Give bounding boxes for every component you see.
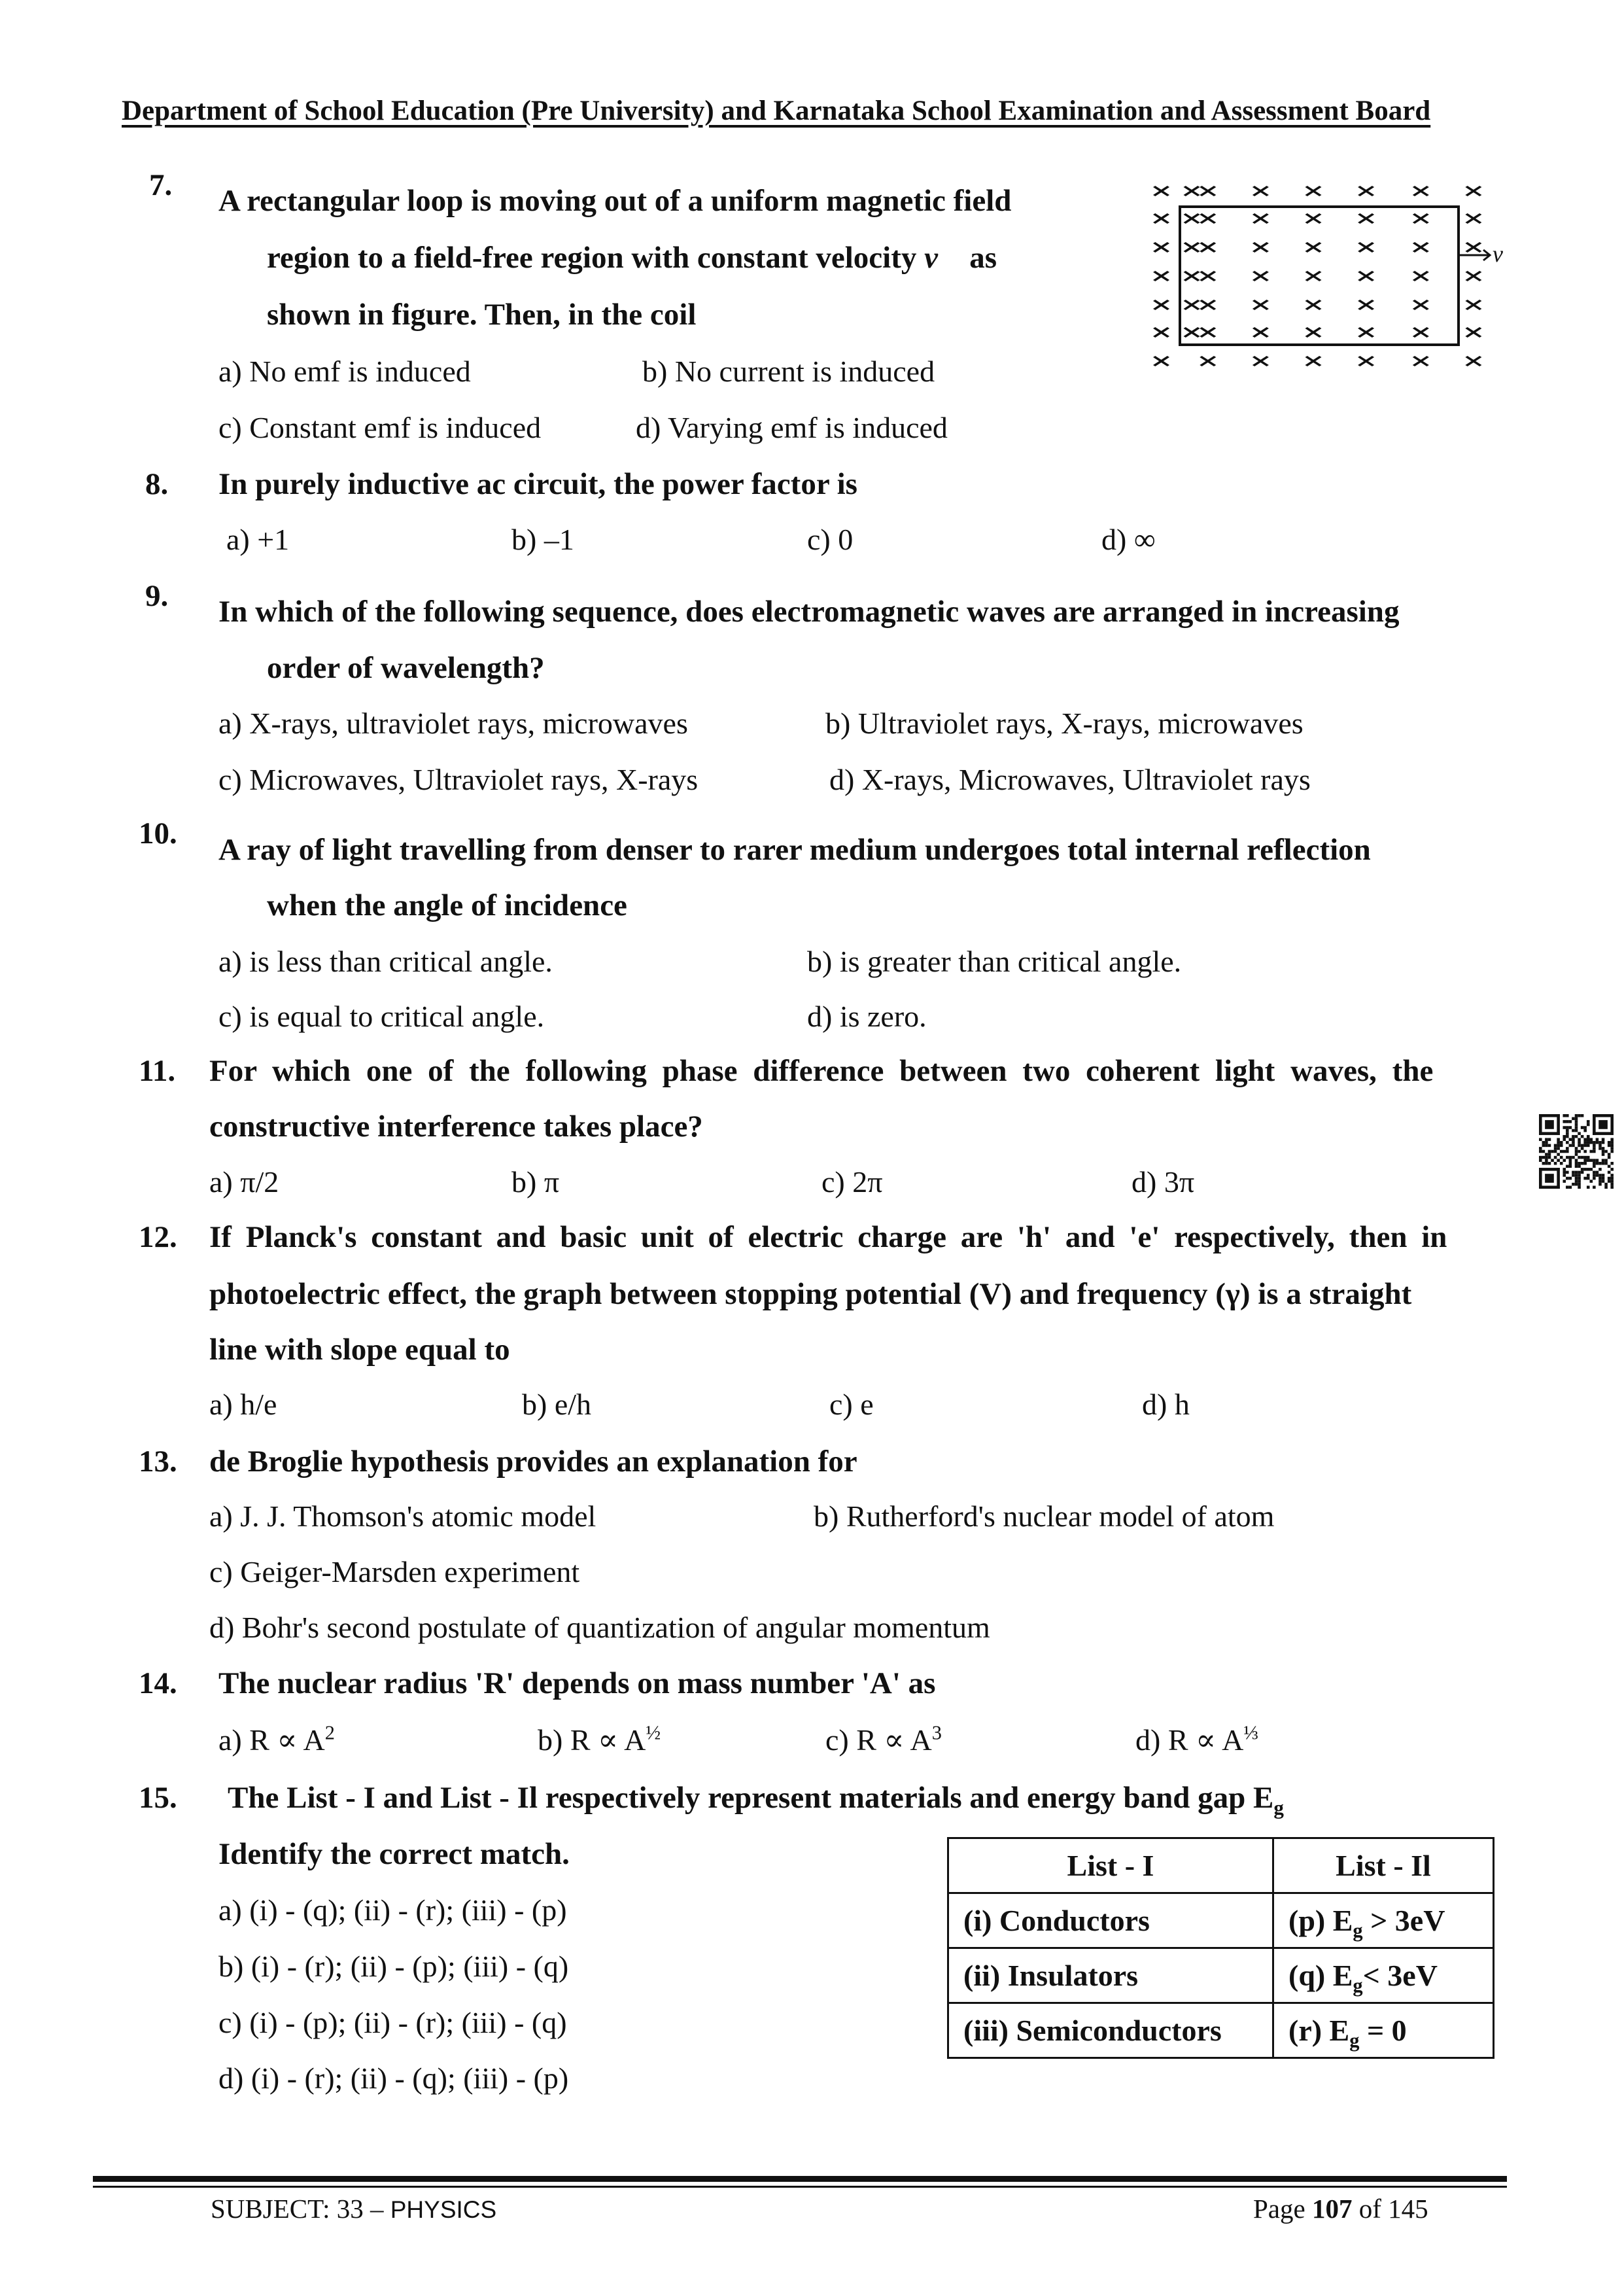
table-cell: (iii) Semiconductors xyxy=(948,2003,1273,2058)
field-cross-mark xyxy=(1184,243,1199,252)
option-d: d) Varying emf is induced xyxy=(636,411,948,444)
field-cross-mark xyxy=(1184,328,1199,337)
table-cell: (ii) Insulators xyxy=(948,1948,1273,2003)
table-cell: (i) Conductors xyxy=(948,1893,1273,1948)
field-cross-mark xyxy=(1413,357,1428,366)
field-cross-mark xyxy=(1359,186,1373,196)
question-text: line with slope equal to xyxy=(209,1333,510,1367)
field-cross-mark xyxy=(1184,214,1199,223)
field-cross-mark xyxy=(1154,272,1169,281)
question-text: The nuclear radius 'R' depends on mass number 'A' as xyxy=(218,1666,936,1700)
field-cross-mark xyxy=(1466,272,1481,281)
question-text: In purely inductive ac circuit, the power factor is xyxy=(218,467,857,501)
field-cross-mark xyxy=(1201,214,1215,223)
option-d: d) X-rays, Microwaves, Ultraviolet rays xyxy=(829,763,1311,796)
option-d: d) $R \propto A^{\frac{1}{3}}$ xyxy=(1135,1721,1259,1757)
field-cross-mark xyxy=(1254,357,1268,366)
field-cross-mark xyxy=(1306,186,1321,196)
option-a: a) $R \propto A^2$ xyxy=(218,1721,335,1757)
option-c: c) e xyxy=(829,1388,874,1421)
question-text: The List - I and List - Il respectively represent materials and energy band gap $E_g$ xyxy=(228,1781,1284,1819)
option-b: b) π xyxy=(511,1165,560,1199)
question-number: 13. xyxy=(139,1445,177,1479)
question-text: region to a field-free region with constant velocity v⃗ as xyxy=(267,241,997,275)
table-cell: (p) $E_g > 3eV$ xyxy=(1273,1893,1494,1948)
option-a: a) J. J. Thomson's atomic model xyxy=(209,1499,596,1533)
question-text: A ray of light travelling from denser to rarer medium undergoes total internal reflection xyxy=(218,833,1371,867)
question-text: photoelectric effect, the graph between stopping potential (V) and frequency (γ) is a straight xyxy=(209,1277,1412,1311)
question-text: de Broglie hypothesis provides an explanation for xyxy=(209,1445,857,1479)
question-text: constructive interference takes place? xyxy=(209,1110,703,1144)
option-d: d) Bohr's second postulate of quantization of angular momentum xyxy=(209,1611,990,1644)
field-cross-mark xyxy=(1184,272,1199,281)
question-number: 14. xyxy=(139,1666,177,1700)
question-number: 15. xyxy=(139,1781,177,1815)
magnetic-field-loop-figure xyxy=(1151,177,1521,379)
question-text: order of wavelength? xyxy=(267,651,545,685)
field-cross-mark xyxy=(1306,357,1321,366)
table-header: List - I xyxy=(948,1838,1273,1893)
question-number: 10. xyxy=(139,816,177,850)
question-number: 12. xyxy=(139,1220,177,1254)
field-cross-mark xyxy=(1201,300,1215,309)
field-cross-mark xyxy=(1466,186,1481,196)
field-cross-mark xyxy=(1359,300,1373,309)
field-cross-mark xyxy=(1359,357,1373,366)
question-number: 9. xyxy=(145,579,169,613)
field-cross-mark xyxy=(1184,300,1199,309)
field-cross-mark xyxy=(1201,357,1215,366)
option-b: b) $R \propto A^{\frac{1}{2}}$ xyxy=(538,1721,661,1757)
field-cross-mark xyxy=(1254,186,1268,196)
field-cross-mark xyxy=(1413,328,1428,337)
option-d: d) h xyxy=(1142,1388,1190,1421)
field-cross-mark xyxy=(1306,300,1321,309)
table-row xyxy=(948,2003,1494,2058)
option-a: a) h/e xyxy=(209,1388,277,1421)
field-cross-mark xyxy=(1254,300,1268,309)
page-header: Department of School Education (Pre University) and Karnataka School Examination and Assessment Board xyxy=(122,96,1431,126)
field-cross-mark xyxy=(1413,186,1428,196)
velocity-label: v⃗ xyxy=(1493,241,1521,267)
question-text: when the angle of incidence xyxy=(267,888,627,922)
question-text: Identify the correct match. xyxy=(218,1837,570,1871)
footer-page-number: Page 107 of 145 xyxy=(1253,2194,1428,2224)
question-number: 11. xyxy=(139,1054,176,1088)
field-cross-mark xyxy=(1466,214,1481,223)
option-a: a) X-rays, ultraviolet rays, microwaves xyxy=(218,707,688,740)
option-c: c) Geiger-Marsden experiment xyxy=(209,1555,580,1588)
field-cross-mark xyxy=(1154,214,1169,223)
option-b: b) Rutherford's nuclear model of atom xyxy=(814,1499,1275,1533)
field-cross-mark xyxy=(1254,272,1268,281)
table-row xyxy=(948,1893,1494,1948)
match-lists-table xyxy=(947,1837,1494,2059)
option-a: a) (i) - (q); (ii) - (r); (iii) - (p) xyxy=(218,1893,567,1927)
field-cross-mark xyxy=(1254,328,1268,337)
option-d: d) (i) - (r); (ii) - (q); (iii) - (p) xyxy=(218,2061,569,2095)
option-d: d) is zero. xyxy=(807,1000,927,1033)
field-cross-mark xyxy=(1201,243,1215,252)
field-cross-mark xyxy=(1466,357,1481,366)
field-cross-mark xyxy=(1413,300,1428,309)
option-c: c) $R \propto A^3$ xyxy=(825,1721,942,1757)
field-cross-mark xyxy=(1466,300,1481,309)
question-text: In which of the following sequence, does electromagnetic waves are arranged in increasing xyxy=(218,595,1400,629)
table-header-row xyxy=(948,1838,1494,1893)
field-cross-mark xyxy=(1306,243,1321,252)
question-number: 8. xyxy=(145,467,169,501)
field-cross-mark xyxy=(1359,214,1373,223)
field-cross-mark xyxy=(1154,357,1169,366)
question-text: For which one of the following phase difference between two coherent light waves, the xyxy=(209,1054,1434,1088)
field-cross-mark xyxy=(1359,272,1373,281)
option-c: c) 2π xyxy=(821,1165,883,1199)
option-a: a) No emf is induced xyxy=(218,355,471,388)
option-d: d) ∞ xyxy=(1101,523,1156,556)
footer-rule xyxy=(93,2176,1507,2182)
field-cross-mark xyxy=(1184,186,1199,196)
field-cross-mark xyxy=(1306,214,1321,223)
option-c: c) is equal to critical angle. xyxy=(218,1000,545,1033)
option-c: c) Microwaves, Ultraviolet rays, X-rays xyxy=(218,763,699,796)
option-b: b) e/h xyxy=(522,1388,592,1421)
option-b: b) (i) - (r); (ii) - (p); (iii) - (q) xyxy=(218,1950,569,1983)
footer-rule xyxy=(93,2186,1507,2188)
field-cross-mark xyxy=(1359,243,1373,252)
field-cross-mark xyxy=(1154,243,1169,252)
option-c: c) 0 xyxy=(807,523,854,556)
question-text: A rectangular loop is moving out of a uniform magnetic field xyxy=(218,184,1012,218)
field-cross-mark xyxy=(1201,272,1215,281)
field-cross-mark xyxy=(1306,328,1321,337)
option-a: a) +1 xyxy=(226,523,290,556)
option-b: b) No current is induced xyxy=(642,355,935,388)
field-cross-mark xyxy=(1359,328,1373,337)
table-row xyxy=(948,1948,1494,2003)
field-cross-mark xyxy=(1413,272,1428,281)
field-cross-mark xyxy=(1466,328,1481,337)
field-cross-mark xyxy=(1154,186,1169,196)
field-cross-mark xyxy=(1413,243,1428,252)
field-cross-mark xyxy=(1466,243,1481,252)
question-text: shown in figure. Then, in the coil xyxy=(267,298,697,332)
field-cross-mark xyxy=(1306,272,1321,281)
option-a: a) π/2 xyxy=(209,1165,279,1199)
option-b: b) –1 xyxy=(511,523,574,556)
field-cross-mark xyxy=(1201,328,1215,337)
option-c: c) (i) - (p); (ii) - (r); (iii) - (q) xyxy=(218,2006,567,2039)
field-cross-mark xyxy=(1201,186,1215,196)
table-cell: (q) $E_g< 3eV$ xyxy=(1273,1948,1494,2003)
question-number: 7. xyxy=(149,168,173,202)
option-d: d) 3π xyxy=(1132,1165,1195,1199)
field-cross-mark xyxy=(1254,214,1268,223)
field-cross-mark xyxy=(1254,243,1268,252)
question-text: If Planck's constant and basic unit of electric charge are 'h' and 'e' respectively, then in xyxy=(209,1220,1447,1254)
option-a: a) is less than critical angle. xyxy=(218,945,553,978)
rectangular-loop xyxy=(1180,207,1459,345)
velocity-arrow xyxy=(1459,250,1490,260)
table-header: List - Il xyxy=(1273,1838,1494,1893)
qr-code xyxy=(1539,1114,1614,1189)
table-cell: (r) $E_g = 0$ xyxy=(1273,2003,1494,2058)
option-b: b) is greater than critical angle. xyxy=(807,945,1182,978)
field-cross-mark xyxy=(1154,328,1169,337)
field-cross-mark xyxy=(1413,214,1428,223)
field-cross-mark xyxy=(1154,300,1169,309)
option-b: b) Ultraviolet rays, X-rays, microwaves xyxy=(825,707,1304,740)
footer-subject: SUBJECT: 33 – PHYSICS xyxy=(211,2194,497,2224)
option-c: c) Constant emf is induced xyxy=(218,411,542,444)
velocity-symbol: v⃗ xyxy=(924,241,962,275)
